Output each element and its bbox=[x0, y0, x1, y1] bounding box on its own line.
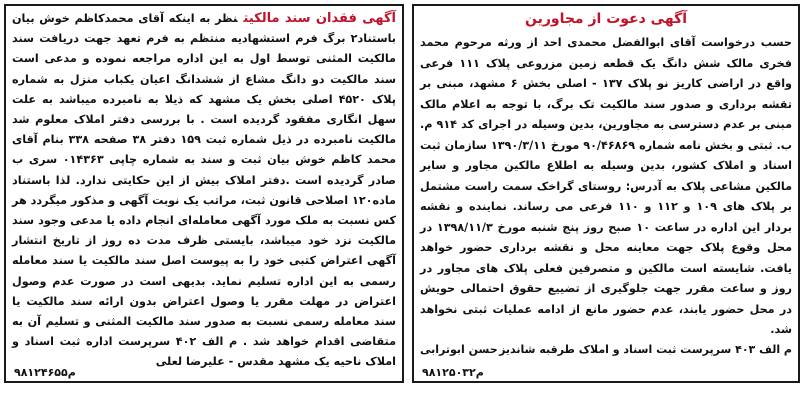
lost-deed-notice-text bbox=[12, 9, 396, 373]
neighbors-invitation-footer bbox=[420, 341, 792, 359]
lost-deed-notice bbox=[4, 4, 404, 383]
lost-deed-notice-code: م۹۸۱۲۴۶۵۵ bbox=[14, 366, 76, 379]
neighbors-invitation-office: م الف ۴۰۳ سرپرست ثبت اسناد و املاک طرقبه شاندیز bbox=[499, 342, 792, 356]
neighbors-invitation-code: م۹۸۱۲۵۰۳۲ bbox=[422, 366, 484, 379]
neighbors-invitation-title: آگهی دعوت از مجاورین bbox=[524, 11, 688, 27]
lost-deed-notice-body: نظر به اینکه آقای محمدکاظم خوش بیان باستناد۲ برگ فرم استشهادیه منتظم به فرم تعهد جهت دریافت سند مالکیت المثنی توسط اول به این اداره مراجعه نموده و مدعی است سند مالکیت دو دانگ مشاع از ششدانگ اعیان یکباب منزل به شماره پلاک ۴۵۲۰ اصلی بخش یک مشهد که ذیلا به نامبرده میباشد به علت سهل انگاری مفقود گردیده است . با بررسی دفتر املاک معلوم شد مالکیت نامبرده در ذیل شماره ثبت ۱۵۹ دفتر ۳۸ صفحه ۳۳۸ بنام آقای محمد کاظم خوش بیان ثبت و سند به شماره چاپی ۰۱۴۳۶۳ سری ب صادر گردیده است .دفتر املاک بیش از این حکایتی ندارد. لذا باستناد ماده۱۲۰ اصلاحی قانون ثبت، مراتب یک نوبت آگهی و مذکور میگردد هر کس نسبت به ملک مورد آگهی معامله‌ای انجام داده یا مدعی وجود سند مالکیت نزد خود میباشد، بایستی ظرف مدت ده روز از تاریخ انتشار آگهی اعتراض کتبی خود را به پیوست اصل سند مالکیت یا سند معامله رسمی به این اداره تسلیم نماید. بدیهی است در صورت عدم وصول اعتراض در مهلت مقرر یا وصول اعتراض بدون ارائه سند مالکیت یا سند معامله رسمی نسبت به صدور سند مالکیت المثنی و تسلیم آن به متقاضی اقدام خواهد شد . م الف ۴۰۲ سرپرست اداره ثبت اسناد و املاک ناحیه یک مشهد مقدس - علیرضا لعلی bbox=[12, 12, 397, 369]
lost-deed-notice-title: آگهی فقدان سند مالکیت bbox=[243, 11, 396, 26]
neighbors-invitation-notice bbox=[412, 4, 800, 383]
neighbors-invitation-body: حسب درخواست آقای ابوالفضل محمدی احد از ورثه مرحوم محمد فخری مالک شش دانگ یک قطعه زمین مزروعی پلاک ۱۱۱ فرعی واقع در اراضی کاریز نو پلاک ۱۳۷ - اصلی بخش ۶ مشهد، مبنی بر تقشه برداری و صدور سند مالکیت تک برگ، با توجه به اعلام مالک مبنی بر عدم دسترسی به مجاورین، بدین وسیله در اجرای کد ۹۱۴ م. ب. ثبتی و بخش نامه شماره ۹۰/۴۶۸۶۹ مورخ ۱۳۹۰/۳/۱۱ سازمان ثبت اسناد و املاک کشور، بدین وسیله به اطلاع مالکین مجاور و سایر مالکین مشاعی پلاک به آدرس: روستای گراخک سمت راست مشتمل بر پلاک های ۱۰۹ و ۱۱۲ و ۱۱۰ فرعی می رساند. نماینده و نقشه بردار این اداره در ساعت ۱۰ صبح روز پنج شنبه مورخ ۱۳۹۸/۱۱/۳ در محل وقوع پلاک جهت معاینه محل و نقشه برداری حضور خواهد یافت. شایسته است مالکین و متصرفین فعلی پلاک های مجاور در روز و ساعت مقرر جهت جلوگیری از تضییع حقوق احتمالی حویش در محل حضور یابند، عدم حضور مانع از ادامه عملیات ثبتی نخواهد شد. bbox=[420, 36, 793, 336]
neighbors-invitation-signatory: حسن ابوترابی bbox=[420, 342, 498, 356]
